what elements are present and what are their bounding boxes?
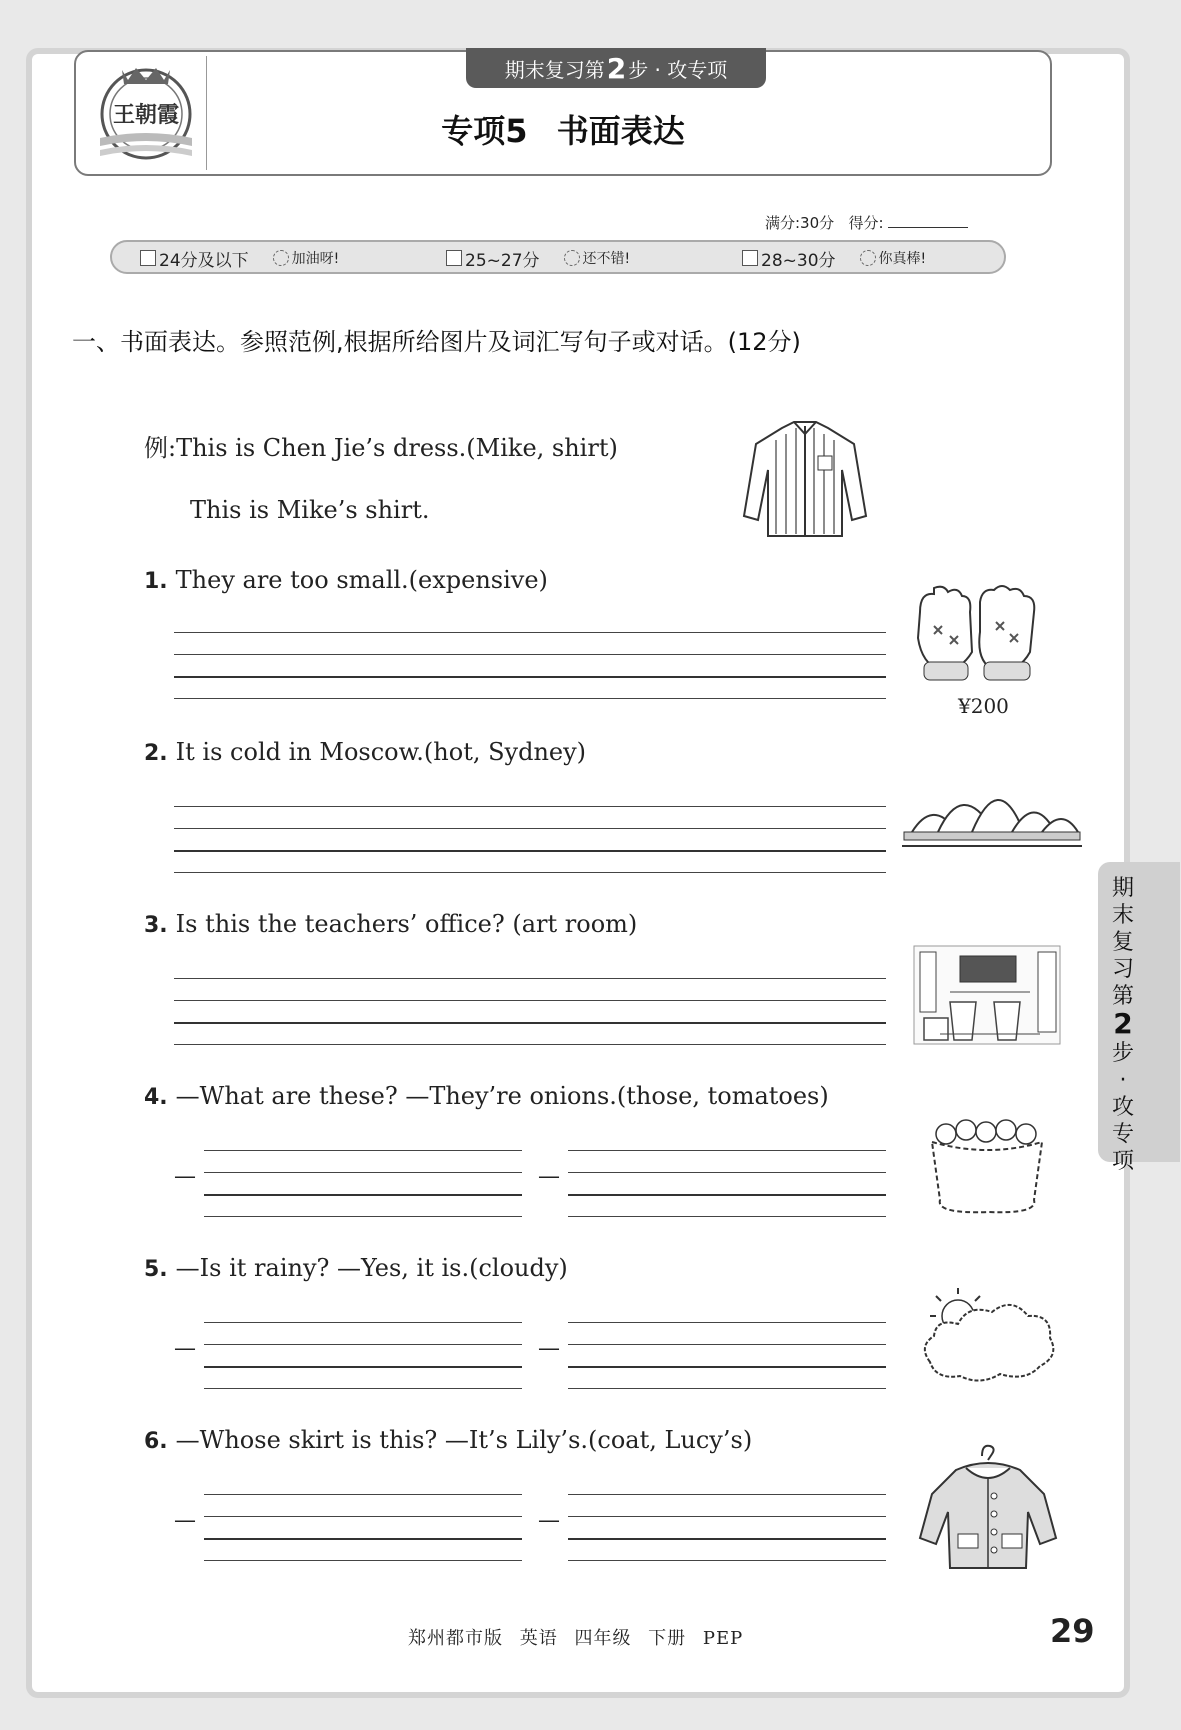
writing-line[interactable] — [204, 1344, 522, 1345]
writing-line[interactable] — [174, 654, 886, 655]
writing-line[interactable] — [568, 1516, 886, 1517]
writing-line[interactable] — [568, 1216, 886, 1217]
question-number: 1. — [144, 569, 168, 594]
writing-line[interactable] — [174, 806, 886, 807]
example-text: This is Chen Jie’s dress.(Mike, shirt) — [176, 434, 618, 462]
example-label: 例: — [144, 434, 177, 462]
writing-line[interactable] — [174, 676, 886, 678]
writing-line[interactable] — [174, 850, 886, 852]
writing-line[interactable] — [568, 1388, 886, 1389]
writing-line[interactable] — [568, 1494, 886, 1495]
side-tab-text — [1108, 875, 1138, 1175]
question-4 — [144, 1082, 829, 1110]
level-checkbox[interactable] — [446, 250, 462, 266]
full-score: 满分:30分 — [765, 214, 835, 232]
question-2 — [144, 738, 586, 766]
coat-icon — [916, 1442, 1060, 1572]
question-text: —Whose skirt is this? —It’s Lily’s.(coat, Lucy’s) — [175, 1426, 753, 1454]
side-tab-label: 期 末 复 习 第 — [1111, 876, 1134, 1009]
question-number: 5. — [144, 1257, 168, 1282]
writing-line[interactable] — [174, 632, 886, 633]
page-title: 专项5 书面表达 — [441, 112, 685, 150]
level-range: 28~30分 — [761, 250, 836, 271]
dialogue-dash: — — [174, 1164, 196, 1189]
writing-line[interactable] — [174, 978, 886, 979]
header-box — [74, 50, 1052, 176]
writing-line[interactable] — [204, 1388, 522, 1389]
question-text: It is cold in Moscow.(hot, Sydney) — [175, 738, 587, 766]
smiley-icon — [564, 250, 580, 266]
level-range: 25~27分 — [465, 250, 540, 271]
dialogue-dash: — — [538, 1336, 560, 1361]
writing-line[interactable] — [204, 1494, 522, 1495]
writing-line[interactable] — [568, 1322, 886, 1323]
svg-text:王朝霞: 王朝霞 — [112, 102, 180, 128]
level-checkbox[interactable] — [140, 250, 156, 266]
writing-line[interactable] — [204, 1150, 522, 1151]
writing-line[interactable] — [174, 1022, 886, 1024]
cloudy-weather-icon — [916, 1282, 1060, 1386]
price-tag: ¥200 — [958, 694, 1009, 718]
level-item — [742, 246, 926, 270]
writing-line[interactable] — [174, 1000, 886, 1001]
question-text: Is this the teachers’ office? (art room) — [175, 910, 638, 938]
writing-line[interactable] — [174, 698, 886, 699]
smiley-icon — [860, 250, 876, 266]
question-number: 2. — [144, 741, 168, 766]
question-number: 3. — [144, 913, 168, 938]
question-number: 6. — [144, 1429, 168, 1454]
writing-line[interactable] — [174, 828, 886, 829]
banner — [466, 48, 766, 88]
score-blank[interactable] — [888, 227, 968, 228]
score-levels-bar — [110, 240, 1006, 274]
writing-line[interactable] — [568, 1344, 886, 1345]
section-title: 一、书面表达。参照范例,根据所给图片及词汇写句子或对话。(12分) — [72, 328, 801, 356]
writing-line[interactable] — [174, 1044, 886, 1045]
banner-step-number: 2 — [606, 51, 627, 85]
writing-line[interactable] — [204, 1194, 522, 1196]
dialogue-dash: — — [538, 1508, 560, 1533]
writing-line[interactable] — [204, 1560, 522, 1561]
gloves-icon — [910, 582, 1040, 692]
smiley-icon — [273, 250, 289, 266]
question-6 — [144, 1426, 752, 1454]
writing-line[interactable] — [568, 1194, 886, 1196]
writing-line[interactable] — [204, 1366, 522, 1368]
question-text: —Is it rainy? —Yes, it is.(cloudy) — [175, 1254, 568, 1282]
writing-line[interactable] — [204, 1538, 522, 1540]
writing-line[interactable] — [204, 1516, 522, 1517]
level-range: 24分及以下 — [159, 250, 249, 271]
level-comment: 加油呀! — [291, 251, 340, 267]
writing-line[interactable] — [204, 1172, 522, 1173]
question-text: They are too small.(expensive) — [175, 566, 548, 594]
level-comment: 你真棒! — [878, 251, 927, 267]
question-text: —What are these? —They’re onions.(those, tomatoes) — [175, 1082, 829, 1110]
question-5 — [144, 1254, 568, 1282]
question-3 — [144, 910, 637, 938]
opera-house-icon — [902, 770, 1082, 852]
question-number: 4. — [144, 1085, 168, 1110]
score-label: 得分: — [848, 214, 884, 232]
question-1 — [144, 566, 548, 594]
writing-line[interactable] — [568, 1172, 886, 1173]
shirt-icon — [742, 420, 868, 538]
side-tab-number: 2 — [1113, 1007, 1133, 1040]
level-comment: 还不错! — [582, 251, 631, 267]
level-item — [446, 246, 630, 270]
classroom-icon — [910, 942, 1064, 1048]
dialogue-dash: — — [538, 1164, 560, 1189]
writing-line[interactable] — [568, 1366, 886, 1368]
banner-text-2: 步 · 攻专项 — [628, 57, 728, 82]
level-item — [140, 246, 339, 270]
dialogue-dash: — — [174, 1508, 196, 1533]
banner-text: 期末复习第 — [504, 57, 605, 82]
level-checkbox[interactable] — [742, 250, 758, 266]
side-tab-label-2: 步 · 攻 专 项 — [1111, 1041, 1134, 1174]
score-line — [765, 212, 968, 233]
writing-line[interactable] — [204, 1322, 522, 1323]
footer-edition: 郑州都市版 英语 四年级 下册 PEP — [408, 1628, 744, 1649]
writing-line[interactable] — [174, 872, 886, 873]
writing-line[interactable] — [568, 1560, 886, 1561]
example-answer: This is Mike’s shirt. — [190, 496, 430, 524]
writing-line[interactable] — [204, 1216, 522, 1217]
page-number: 29 — [1050, 1612, 1095, 1650]
dialogue-dash: — — [174, 1336, 196, 1361]
example-prompt — [144, 428, 618, 463]
writing-line[interactable] — [568, 1538, 886, 1540]
onion-sack-icon — [924, 1116, 1050, 1216]
writing-line[interactable] — [568, 1150, 886, 1151]
